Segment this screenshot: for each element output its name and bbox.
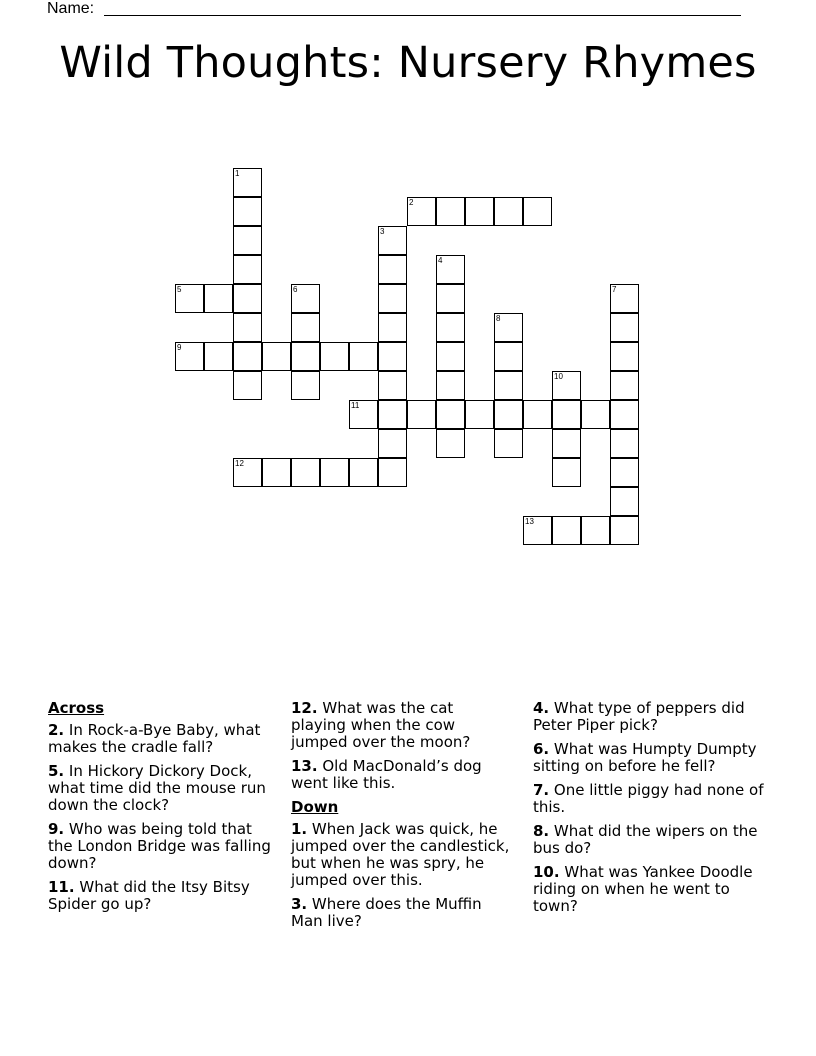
clues-column-2 <box>291 700 511 937</box>
crossword-cell[interactable] <box>233 255 262 284</box>
crossword-cell[interactable] <box>552 400 581 429</box>
crossword-cell[interactable] <box>320 458 349 487</box>
crossword-cell[interactable] <box>581 516 610 545</box>
clue-across-2: 2. In Rock-a-Bye Baby, what makes the cradle fall? <box>48 721 261 756</box>
clue-down-6: 6. What was Humpty Dumpty sitting on before he fell? <box>533 740 757 775</box>
crossword-cell[interactable] <box>204 284 233 313</box>
crossword-cell[interactable] <box>349 342 378 371</box>
crossword-cell[interactable] <box>610 429 639 458</box>
crossword-cell[interactable] <box>465 197 494 226</box>
clue-across-11: 11. What did the Itsy Bitsy Spider go up? <box>48 878 250 913</box>
cell-number: 2 <box>409 198 414 207</box>
crossword-cell[interactable] <box>523 197 552 226</box>
cell-number: 5 <box>177 285 182 294</box>
crossword-cell[interactable] <box>320 342 349 371</box>
cell-number: 7 <box>612 285 617 294</box>
crossword-cell[interactable] <box>378 255 407 284</box>
crossword-cell[interactable] <box>494 313 523 342</box>
crossword-cell[interactable] <box>494 371 523 400</box>
crossword-cell[interactable] <box>465 400 494 429</box>
crossword-cell[interactable] <box>378 429 407 458</box>
crossword-cell[interactable] <box>378 313 407 342</box>
clue-across-12: 12. What was the cat playing when the cow jumped over the moon? <box>291 699 471 751</box>
clue-across-13: 13. Old MacDonald’s dog went like this. <box>291 757 482 792</box>
crossword-cell[interactable] <box>436 400 465 429</box>
clue-across-9: 9. Who was being told that the London Bridge was falling down? <box>48 820 271 872</box>
crossword-cell[interactable] <box>436 255 465 284</box>
crossword-cell[interactable] <box>610 371 639 400</box>
cell-number: 12 <box>235 459 244 468</box>
crossword-cell[interactable] <box>494 429 523 458</box>
crossword-cell[interactable] <box>494 342 523 371</box>
clue-down-7: 7. One little piggy had none of this. <box>533 781 764 816</box>
crossword-cell[interactable] <box>552 429 581 458</box>
crossword-cell[interactable] <box>233 168 262 197</box>
crossword-cell[interactable] <box>494 400 523 429</box>
clues-column-1 <box>48 700 278 920</box>
crossword-cell[interactable] <box>436 284 465 313</box>
crossword-cell[interactable] <box>378 458 407 487</box>
crossword-cell[interactable] <box>204 342 233 371</box>
crossword-cell[interactable] <box>378 400 407 429</box>
crossword-cell[interactable] <box>523 516 552 545</box>
cell-number: 8 <box>496 314 501 323</box>
crossword-cell[interactable] <box>494 197 523 226</box>
crossword-cell[interactable] <box>233 284 262 313</box>
name-label: Name: <box>47 0 95 17</box>
crossword-cell[interactable] <box>436 429 465 458</box>
clue-down-8: 8. What did the wipers on the bus do? <box>533 822 758 857</box>
crossword-cell[interactable] <box>552 516 581 545</box>
down-heading: Down <box>291 798 339 816</box>
crossword-cell[interactable] <box>407 400 436 429</box>
crossword-cell[interactable] <box>291 342 320 371</box>
crossword-cell[interactable] <box>436 371 465 400</box>
crossword-cell[interactable] <box>610 458 639 487</box>
crossword-cell[interactable] <box>378 342 407 371</box>
crossword-cell[interactable] <box>610 284 639 313</box>
crossword-cell[interactable] <box>552 458 581 487</box>
crossword-cell[interactable] <box>610 313 639 342</box>
crossword-cell[interactable] <box>610 516 639 545</box>
crossword-cell[interactable] <box>175 284 204 313</box>
clue-down-10: 10. What was Yankee Doodle riding on when he went to town? <box>533 863 753 915</box>
crossword-cell[interactable] <box>378 284 407 313</box>
crossword-cell[interactable] <box>523 400 552 429</box>
across-heading: Across <box>48 699 105 717</box>
crossword-cell[interactable] <box>436 313 465 342</box>
crossword-cell[interactable] <box>291 458 320 487</box>
clue-down-3: 3. Where does the Muffin Man live? <box>291 895 482 930</box>
crossword-cell[interactable] <box>349 400 378 429</box>
crossword-cell[interactable] <box>233 197 262 226</box>
crossword-cell[interactable] <box>233 226 262 255</box>
crossword-cell[interactable] <box>175 342 204 371</box>
cell-number: 13 <box>525 517 534 526</box>
crossword-cell[interactable] <box>233 371 262 400</box>
crossword-cell[interactable] <box>233 313 262 342</box>
cell-number: 9 <box>177 343 182 352</box>
clue-down-4: 4. What type of peppers did Peter Piper pick? <box>533 699 745 734</box>
crossword-cell[interactable] <box>436 197 465 226</box>
crossword-cell[interactable] <box>233 458 262 487</box>
clue-across-5: 5. In Hickory Dickory Dock, what time did the mouse run down the clock? <box>48 762 266 814</box>
cell-number: 3 <box>380 227 385 236</box>
crossword-cell[interactable] <box>581 400 610 429</box>
crossword-cell[interactable] <box>610 487 639 516</box>
crossword-cell[interactable] <box>610 342 639 371</box>
crossword-cell[interactable] <box>291 284 320 313</box>
cell-number: 6 <box>293 285 298 294</box>
crossword-cell[interactable] <box>552 371 581 400</box>
page-title: Wild Thoughts: Nursery Rhymes <box>59 38 757 88</box>
crossword-cell[interactable] <box>610 400 639 429</box>
crossword-cell[interactable] <box>349 458 378 487</box>
crossword-cell[interactable] <box>291 313 320 342</box>
crossword-cell[interactable] <box>291 371 320 400</box>
crossword-cell[interactable] <box>262 342 291 371</box>
cell-number: 10 <box>554 372 563 381</box>
crossword-cell[interactable] <box>407 197 436 226</box>
crossword-cell[interactable] <box>378 226 407 255</box>
crossword-cell[interactable] <box>436 342 465 371</box>
crossword-cell[interactable] <box>262 458 291 487</box>
clues-column-3 <box>533 700 773 922</box>
cell-number: 1 <box>235 169 240 178</box>
cell-number: 4 <box>438 256 443 265</box>
cell-number: 11 <box>351 401 360 410</box>
clue-down-1: 1. When Jack was quick, he jumped over the candlestick, but when he was spry, he jumped over this. <box>291 820 510 889</box>
crossword-cell[interactable] <box>233 342 262 371</box>
crossword-cell[interactable] <box>378 371 407 400</box>
